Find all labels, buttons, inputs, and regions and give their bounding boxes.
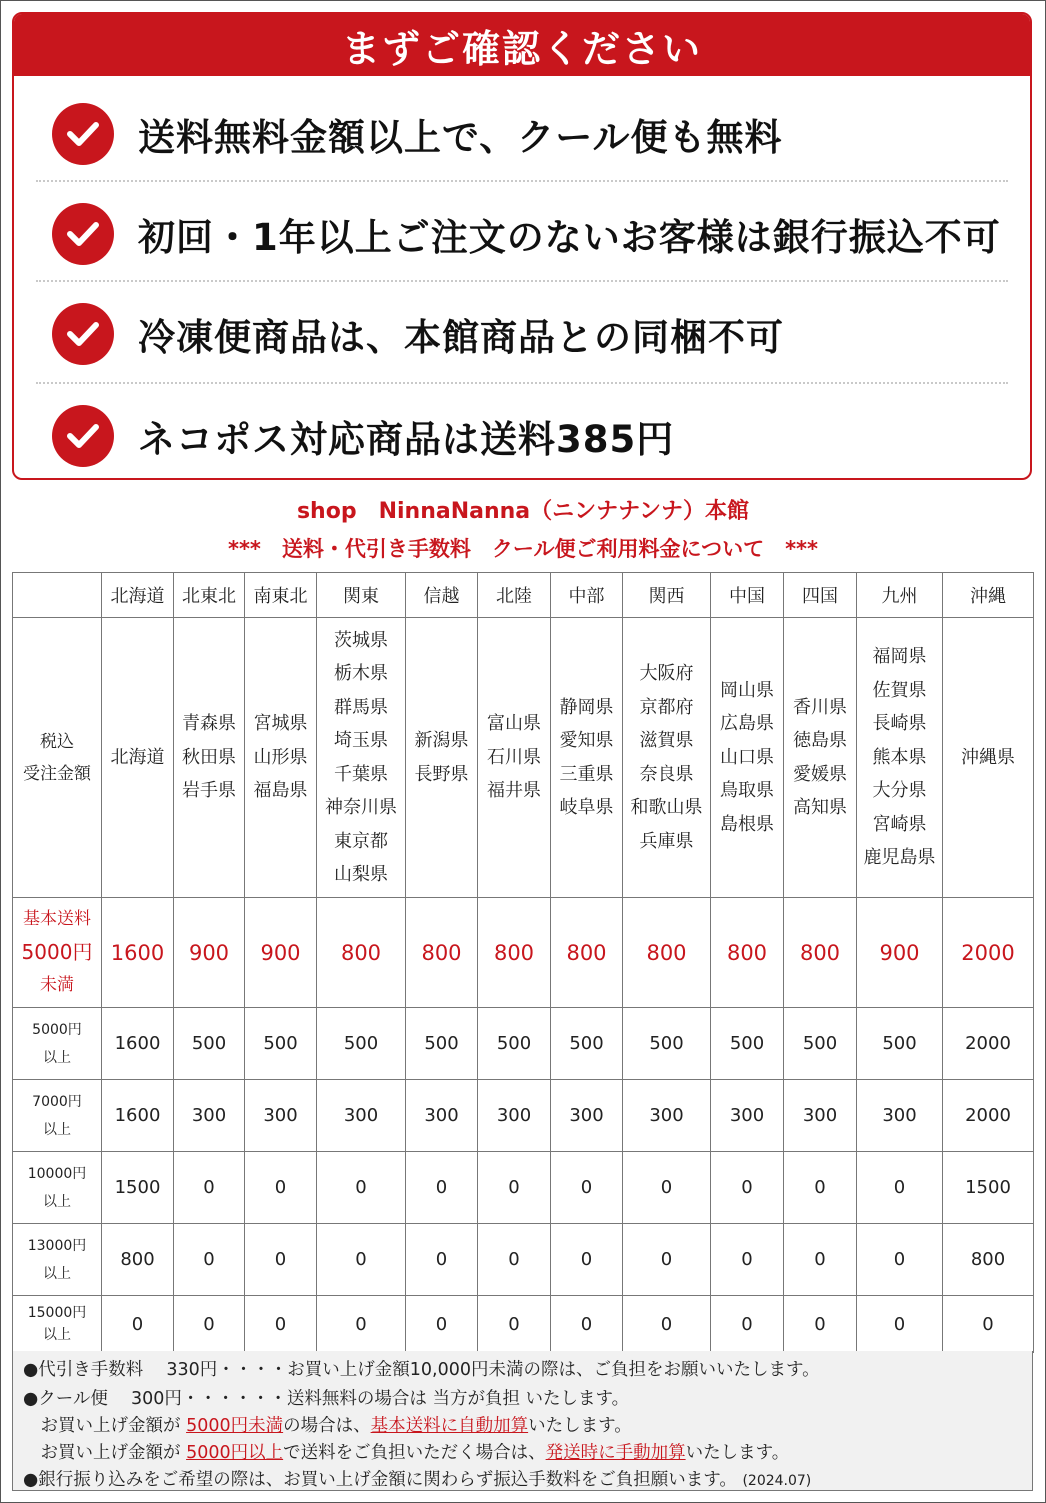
rate-cell: 300 [551,1080,623,1152]
prefecture-cell [943,618,1034,898]
prefecture-row [13,618,1034,898]
rate-cell: 0 [245,1152,317,1224]
label-line: 13000円 [27,1237,87,1254]
rate-cell: 0 [623,1224,711,1296]
divider [36,382,1008,384]
divider [36,180,1008,182]
prefecture: 愛知県 [559,730,614,751]
rate-cell: 0 [551,1152,623,1224]
rate-cell: 800 [943,1224,1034,1296]
rate-cell: 0 [711,1224,784,1296]
prefecture-cell [102,618,174,898]
rate-row-label [13,1296,102,1353]
rate-cell: 1600 [102,898,174,1008]
region-header: 中国 [711,573,784,618]
label-line: 以上 [43,1265,71,1282]
note-highlight: 5000円未満 [186,1416,284,1436]
prefecture-cell [174,618,245,898]
rate-cell: 900 [245,898,317,1008]
shipping-rate-table [12,572,1034,1353]
divider [36,280,1008,282]
rate-cell: 1600 [102,1008,174,1080]
prefecture: 徳島県 [793,730,847,751]
rate-cell: 0 [174,1296,245,1353]
rate-cell: 500 [551,1008,623,1080]
prefecture: 富山県 [487,713,541,735]
rate-cell: 0 [623,1296,711,1353]
prefecture: 福島県 [253,780,308,802]
region-header: 中部 [551,573,623,618]
prefecture: 長崎県 [872,713,927,735]
corner-cell [13,573,102,618]
prefecture: 和歌山県 [630,797,703,818]
label-line: 受注金額 [23,763,91,784]
rate-cell: 0 [784,1224,857,1296]
region-header-row [13,573,1034,618]
rate-cell: 0 [857,1296,943,1353]
prefecture: 香川県 [793,696,847,718]
rate-cell: 2000 [943,898,1034,1008]
confirm-item-nekopos [14,386,1030,480]
prefecture-cell [623,618,711,898]
rate-row-7000 [13,1080,1034,1152]
rate-cell: 1500 [102,1152,174,1224]
region-header: 北陸 [478,573,551,618]
label-line: 5000円 [32,1021,82,1038]
prefecture-cell [784,618,857,898]
note-text: ●銀行振り込みをご希望の際は、お買い上げ金額に関わらず振込手数料をご負担願います。 [23,1470,737,1490]
prefecture: 大阪府 [639,663,694,684]
prefecture: 静岡県 [559,696,614,718]
prefecture: 岡山県 [720,679,774,701]
rate-cell: 300 [711,1080,784,1152]
label-line: 10000円 [27,1165,87,1182]
check-icon [52,203,114,265]
rate-cell: 300 [857,1080,943,1152]
rate-cell: 0 [784,1152,857,1224]
rate-cell: 0 [317,1224,406,1296]
rate-row-base [13,898,1034,1008]
note-highlight: 5000円以上 [186,1443,284,1463]
prefecture: 宮崎県 [872,813,927,835]
confirm-item-text: 冷凍便商品は、本館商品との同梱不可 [138,316,784,359]
confirm-item-text: 送料無料金額以上で、クール便も無料 [138,116,783,159]
region-header: 北東北 [174,573,245,618]
rate-cell: 0 [245,1224,317,1296]
check-icon [52,103,114,165]
rate-cell: 0 [551,1296,623,1353]
prefecture: 広島県 [720,713,774,735]
prefecture: 青森県 [182,713,236,735]
note-text: いたします。 [685,1443,790,1463]
note-cool-fee: ●クール便 300円・・・・・・送料無料の場合は 当方が負担 いたします。 [23,1389,630,1409]
prefecture: 長野県 [414,763,469,785]
note-text: いたします。 [528,1416,632,1436]
prefecture: 東京都 [334,830,388,852]
prefecture: 大分県 [872,780,927,802]
prefecture: 山口県 [720,746,774,768]
region-header: 南東北 [245,573,317,618]
rate-cell: 500 [406,1008,478,1080]
prefecture: 鹿児島県 [863,847,936,869]
prefecture-cell [317,618,406,898]
prefecture: 福井県 [487,780,541,802]
prefecture: 山形県 [253,746,308,768]
rate-cell: 0 [711,1296,784,1353]
prefecture: 京都府 [639,696,694,718]
label-line: 以上 [43,1049,71,1066]
prefecture: 福岡県 [872,646,927,668]
rate-cell: 800 [784,898,857,1008]
notes-box [12,1351,1033,1491]
rate-row-15000 [13,1296,1034,1353]
note-highlight: 発送時に手動加算 [545,1443,686,1463]
rate-row-label [13,1008,102,1080]
prefecture: 熊本県 [872,746,927,768]
label-line: 以上 [43,1327,71,1343]
prefecture: 神奈川県 [325,797,397,818]
rate-cell: 500 [857,1008,943,1080]
region-header: 九州 [857,573,943,618]
confirm-item-text: ネコポス対応商品は送料385円 [138,418,675,461]
rate-cell: 300 [406,1080,478,1152]
rate-row-13000 [13,1224,1034,1296]
prefecture: 新潟県 [414,730,469,751]
note-text: の場合は、 [283,1416,371,1436]
rate-cell: 0 [406,1224,478,1296]
note-bank-transfer [23,1466,811,1491]
note-text: お買い上げ金額が [23,1416,187,1436]
rate-cell: 300 [245,1080,317,1152]
rate-cell: 300 [784,1080,857,1152]
prefecture-cell [711,618,784,898]
rate-cell: 0 [317,1152,406,1224]
order-amount-label [13,618,102,898]
label-line: 7000円 [32,1093,82,1110]
check-icon [52,405,114,467]
rate-cell: 900 [857,898,943,1008]
rate-cell: 0 [478,1224,551,1296]
region-header: 北海道 [102,573,174,618]
prefecture: 佐賀県 [872,679,927,701]
rate-cell: 0 [623,1152,711,1224]
rate-cell: 0 [102,1296,174,1353]
rate-cell: 800 [551,898,623,1008]
prefecture: 沖縄県 [961,746,1015,768]
prefecture: 滋賀県 [639,730,694,751]
rate-cell: 2000 [943,1080,1034,1152]
confirm-header: まずご確認ください [14,14,1030,76]
label-line: 税込 [40,731,74,752]
rate-cell: 0 [857,1152,943,1224]
region-header: 関西 [623,573,711,618]
prefecture: 秋田県 [182,746,236,768]
rate-row-label [13,1152,102,1224]
rate-cell: 800 [711,898,784,1008]
rate-row-5000 [13,1008,1034,1080]
rate-cell: 0 [245,1296,317,1353]
rate-cell: 0 [478,1296,551,1353]
rate-cell: 800 [478,898,551,1008]
label-line: 未満 [40,975,74,995]
prefecture: 千葉県 [334,763,388,785]
rate-cell: 0 [174,1152,245,1224]
confirm-box [12,12,1032,480]
prefecture: 群馬県 [334,696,388,718]
region-header: 四国 [784,573,857,618]
label-line: 15000円 [27,1305,87,1321]
rate-cell: 0 [943,1296,1034,1353]
prefecture: 島根県 [720,813,774,835]
note-under-5000 [23,1412,632,1437]
note-over-5000 [23,1439,789,1464]
prefecture-cell [406,618,478,898]
rate-cell: 500 [623,1008,711,1080]
prefecture: 宮城県 [253,713,308,735]
prefecture: 高知県 [793,797,847,818]
rate-cell: 500 [784,1008,857,1080]
rate-cell: 0 [478,1152,551,1224]
rate-cell: 800 [102,1224,174,1296]
region-header: 関東 [317,573,406,618]
rate-cell: 800 [623,898,711,1008]
rate-row-10000 [13,1152,1034,1224]
prefecture-cell [245,618,317,898]
rate-cell: 800 [317,898,406,1008]
rate-cell: 500 [478,1008,551,1080]
prefecture: 栃木県 [334,663,388,684]
rate-cell: 500 [174,1008,245,1080]
prefecture-cell [478,618,551,898]
rate-cell: 500 [711,1008,784,1080]
label-line: 基本送料 [23,909,91,929]
rate-cell: 0 [784,1296,857,1353]
region-header: 沖縄 [943,573,1034,618]
prefecture: 岩手県 [182,780,236,802]
prefecture: 鳥取県 [720,780,774,802]
region-header: 信越 [406,573,478,618]
confirm-item-bank-transfer [14,184,1030,284]
rate-cell: 0 [711,1152,784,1224]
prefecture-cell [551,618,623,898]
confirm-item-frozen [14,284,1030,384]
label-line: 以上 [43,1193,71,1210]
note-highlight: 基本送料に自動加算 [370,1416,529,1436]
prefecture: 奈良県 [639,763,694,785]
rate-row-label [13,1224,102,1296]
rate-cell: 800 [406,898,478,1008]
label-line: 5000円 [21,940,93,964]
prefecture: 兵庫県 [639,830,694,852]
rate-cell: 1500 [943,1152,1034,1224]
check-icon [52,303,114,365]
rate-cell: 300 [317,1080,406,1152]
rate-row-label [13,1080,102,1152]
note-text: お買い上げ金額が [23,1443,187,1463]
prefecture-cell [857,618,943,898]
prefecture: 石川県 [487,746,541,768]
rate-cell: 500 [245,1008,317,1080]
note-text: で送料をご負担いただく場合は、 [283,1443,546,1463]
rate-cell: 500 [317,1008,406,1080]
rate-cell: 0 [406,1296,478,1353]
prefecture: 埼玉県 [334,730,388,751]
label-line: 以上 [43,1121,71,1138]
prefecture: 茨城県 [334,629,388,651]
shop-title: shop NinnaNanna（ニンナナンナ）本館 [296,499,750,524]
rate-cell: 1600 [102,1080,174,1152]
prefecture: 山梨県 [334,864,388,885]
rate-cell: 300 [478,1080,551,1152]
rate-cell: 2000 [943,1008,1034,1080]
rate-cell: 0 [317,1296,406,1353]
note-date: (2024.07) [742,1473,812,1489]
confirm-item-free-shipping [14,84,1030,184]
rate-cell: 300 [174,1080,245,1152]
rate-cell: 0 [174,1224,245,1296]
rate-row-label [13,898,102,1008]
prefecture: 愛媛県 [793,763,847,785]
rate-cell: 0 [406,1152,478,1224]
prefecture: 三重県 [559,763,614,785]
confirm-item-text: 初回・1年以上ご注文のないお客様は銀行振込不可 [138,216,1001,259]
rate-cell: 0 [857,1224,943,1296]
note-cod-fee: ●代引き手数料 330円・・・・お買い上げ金額10,000円未満の際は、ご負担をお願いいたします。 [23,1360,820,1380]
rate-cell: 0 [551,1224,623,1296]
prefecture: 岐阜県 [559,797,614,818]
rate-cell: 300 [623,1080,711,1152]
prefecture: 北海道 [110,746,165,768]
rate-cell: 900 [174,898,245,1008]
shop-subtitle: *** 送料・代引き手数料 クール便ご利用料金について *** [227,537,819,561]
